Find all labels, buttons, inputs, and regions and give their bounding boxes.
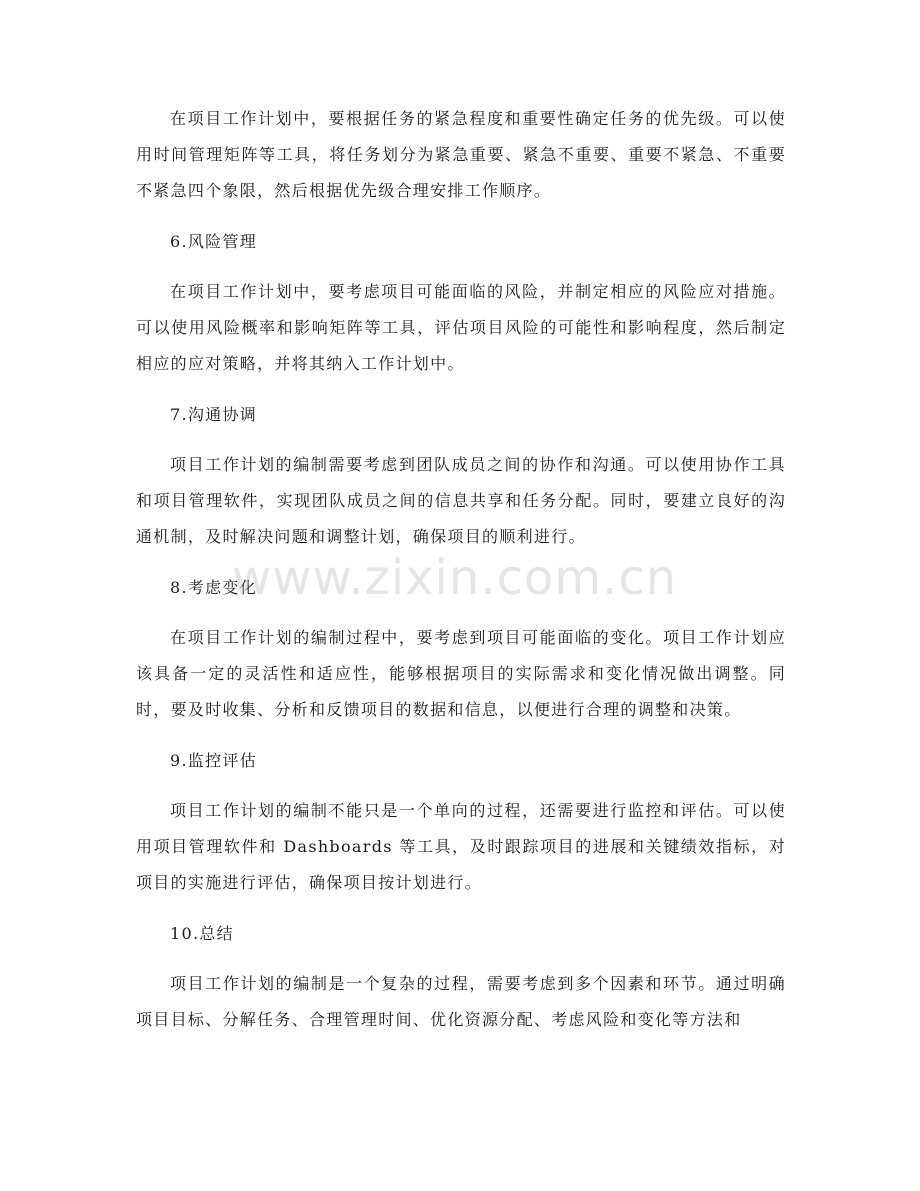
paragraph-monitoring: 项目工作计划的编制不能只是一个单向的过程，还需要进行监控和评估。可以使用项目管理软件和 Dashboards 等工具，及时跟踪项目的进展和关键绩效指标，对项目的实施进行评估，确保项目按计划进行。 [136,801,786,892]
paragraph-communication: 项目工作计划的编制需要考虑到团队成员之间的协作和沟通。可以使用协作工具和项目管理软件，实现团队成员之间的信息共享和任务分配。同时，要建立良好的沟通机制，及时解决问题和调整计划，确保项目的顺利进行。 [136,455,786,546]
section-heading-change: 8.考虑变化 [170,578,258,597]
document-body [136,101,786,1038]
paragraph-summary: 项目工作计划的编制是一个复杂的过程，需要考虑到多个因素和环节。通过明确项目目标、分解任务、合理管理时间、优化资源分配、考虑风险和变化等方法和 [136,974,786,1029]
section-heading-risk: 6.风险管理 [170,232,258,251]
paragraph-priority: 在项目工作计划中，要根据任务的紧急程度和重要性确定任务的优先级。可以使用时间管理矩阵等工具，将任务划分为紧急重要、紧急不重要、重要不紧急、不重要不紧急四个象限，然后根据优先级合理安排工作顺序。 [136,109,786,200]
paragraph-change: 在项目工作计划的编制过程中，要考虑到项目可能面临的变化。项目工作计划应该具备一定的灵活性和适应性，能够根据项目的实际需求和变化情况做出调整。同时，要及时收集、分析和反馈项目的数据和信息，以便进行合理的调整和决策。 [136,628,786,719]
section-heading-summary: 10.总结 [170,924,234,943]
paragraph-risk: 在项目工作计划中，要考虑项目可能面临的风险，并制定相应的风险应对措施。可以使用风险概率和影响矩阵等工具，评估项目风险的可能性和影响程度，然后制定相应的应对策略，并将其纳入工作计划中。 [136,282,786,373]
watermark: www.zixin.com.cn [232,550,678,606]
section-heading-monitoring: 9.监控评估 [170,751,258,770]
section-heading-communication: 7.沟通协调 [170,405,258,424]
